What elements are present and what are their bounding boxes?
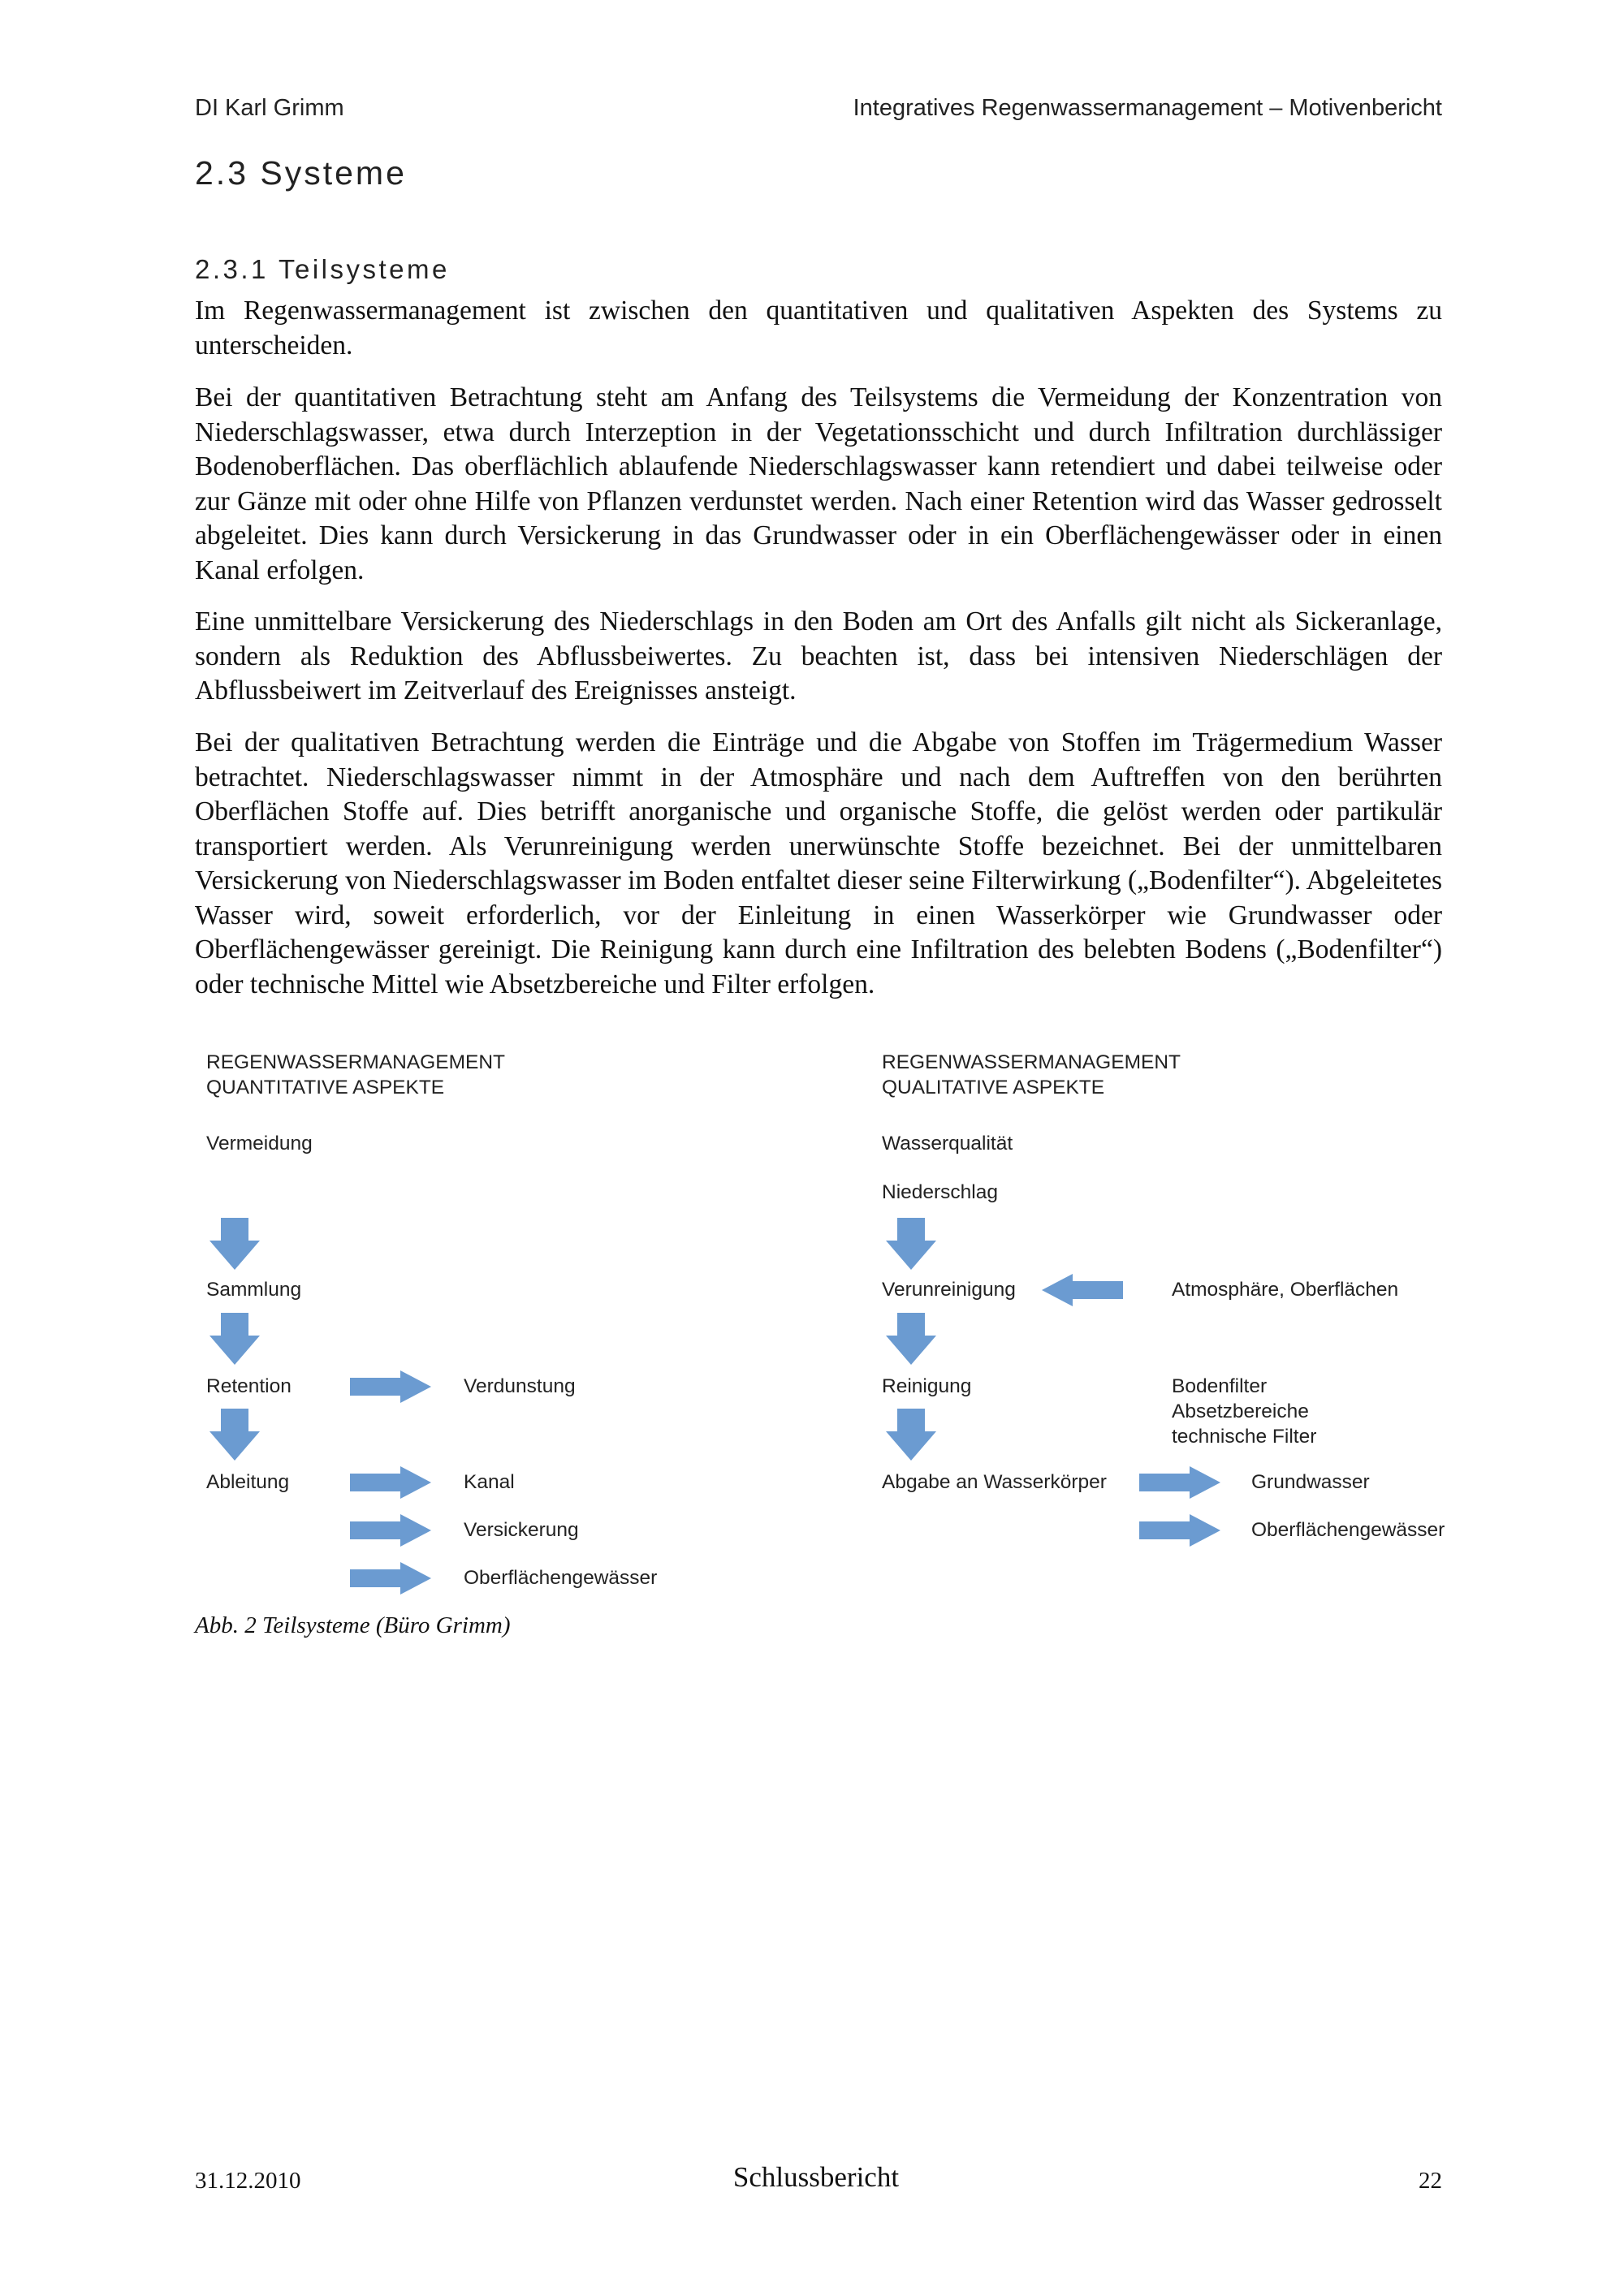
node-oberflaechengewaesser-qual: Oberflächengewässer (1251, 1519, 1445, 1541)
arrow-down-icon (886, 1313, 936, 1365)
node-kanal: Kanal (464, 1471, 515, 1493)
node-reinigung: Reinigung (882, 1375, 972, 1397)
subsection-title: 2.3.1 Teilsysteme (195, 254, 450, 284)
paragraph-2: Bei der quantitativen Betrachtung steht am Anfang des Teilsystems die Vermeidung der Konzentration von Niederschlagswasser, etwa durch Interzeption in der Vegetationsschicht und durch Infiltration durchlässiger Bodenoberflächen. Das oberflächlich ablaufende Niederschlagswasser kann retendiert und dabei teilweise oder zur Gänze mit oder ohne Hilfe von Pflanzen verdunstet werden. Nach einer Retention wird das Wasser gedrosselt abgeleitet. Dies kann durch Versickerung in das Grundwasser oder in ein Oberflächengewässer oder in einen Kanal erfolgen. (195, 382, 1442, 585)
arrow-right-icon (350, 1514, 431, 1547)
node-oberflaechengewaesser-quant: Oberflächengewässer (464, 1567, 658, 1589)
section-title: 2.3 Systeme (195, 154, 407, 192)
node-technische-filter: technische Filter (1172, 1426, 1317, 1448)
quantitative-title-line2: QUANTITATIVE ASPEKTE (206, 1077, 445, 1098)
qualitative-title-line1: REGENWASSERMANAGEMENT (882, 1051, 1181, 1073)
node-absetzbereiche: Absetzbereiche (1172, 1400, 1309, 1422)
arrow-down-icon (209, 1218, 260, 1270)
quantitative-title-line1: REGENWASSERMANAGEMENT (206, 1051, 505, 1073)
paragraph-4: Bei der qualitativen Betrachtung werden die Einträge und die Abgabe von Stoffen im Trägermedium Wasser betrachtet. Niederschlagswasser nimmt in der Atmosphäre und nach dem Auftreffen von den berührten Oberflächen Stoffe auf. Dies betrifft anorganische und organische Stoffe, die gelöst werden oder partikulär transportiert werden. Als Verunreinigung werden unerwünschte Stoffe bezeichnet. Bei der unmittelbaren Versickerung von Niederschlagswasser im Boden entfaltet dieser seine Filterwirkung („Bodenfilter“). Abgeleitetes Wasser wird, soweit erforderlich, vor der Einleitung in einen Wasserkörper wie Grundwasser oder Oberflächengewässer gereinigt. Die Reinigung kann durch eine Infiltration des belebten Bodens („Bodenfilter“) oder technische Mittel wie Absetzbereiche und Filter erfolgen. (195, 727, 1442, 999)
qualitative-title-line2: QUALITATIVE ASPEKTE (882, 1077, 1105, 1098)
arrow-down-icon (886, 1218, 936, 1270)
figure-caption: Abb. 2 Teilsysteme (Büro Grimm) (195, 1612, 511, 1638)
arrow-right-icon (350, 1370, 431, 1403)
arrow-right-icon (1139, 1466, 1220, 1499)
arrow-down-icon (886, 1409, 936, 1461)
footer-page-number: 22 (1419, 2168, 1442, 2194)
node-vermeidung: Vermeidung (206, 1133, 313, 1154)
node-niederschlag: Niederschlag (882, 1181, 998, 1203)
node-wasserqualitaet: Wasserqualität (882, 1133, 1013, 1154)
node-sammlung: Sammlung (206, 1279, 302, 1301)
node-bodenfilter: Bodenfilter (1172, 1375, 1268, 1397)
node-abgabe: Abgabe an Wasserkörper (882, 1471, 1107, 1493)
arrow-right-icon (1139, 1514, 1220, 1547)
header-author: DI Karl Grimm (195, 95, 344, 121)
arrow-down-icon (209, 1313, 260, 1365)
footer-title: Schlussbericht (732, 2161, 900, 2193)
arrow-left-icon (1042, 1274, 1123, 1306)
header-report-title: Integratives Regenwassermanagement – Motivenbericht (853, 95, 1442, 121)
node-verunreinigung: Verunreinigung (882, 1279, 1016, 1301)
node-verdunstung: Verdunstung (464, 1375, 576, 1397)
node-grundwasser: Grundwasser (1251, 1471, 1370, 1493)
node-versickerung: Versickerung (464, 1519, 579, 1541)
node-atmosphaere: Atmosphäre, Oberflächen (1172, 1279, 1399, 1301)
node-retention: Retention (206, 1375, 292, 1397)
footer-date: 31.12.2010 (195, 2168, 301, 2194)
arrow-right-icon (350, 1466, 431, 1499)
node-ableitung: Ableitung (206, 1471, 290, 1493)
paragraph-3: Eine unmittelbare Versickerung des Niederschlags in den Boden am Ort des Anfalls gilt nicht als Sickeranlage, sondern als Reduktion des Abflussbeiwertes. Zu beachten ist, dass bei intensiven Niederschlägen der Abflussbeiwert im Zeitverlauf des Ereignisses ansteigt. (195, 606, 1442, 706)
arrow-down-icon (209, 1409, 260, 1461)
paragraph-1: Im Regenwassermanagement ist zwischen den quantitativen und qualitativen Aspekten des Systems zu unterscheiden. (195, 296, 1442, 360)
arrow-right-icon (350, 1562, 431, 1595)
